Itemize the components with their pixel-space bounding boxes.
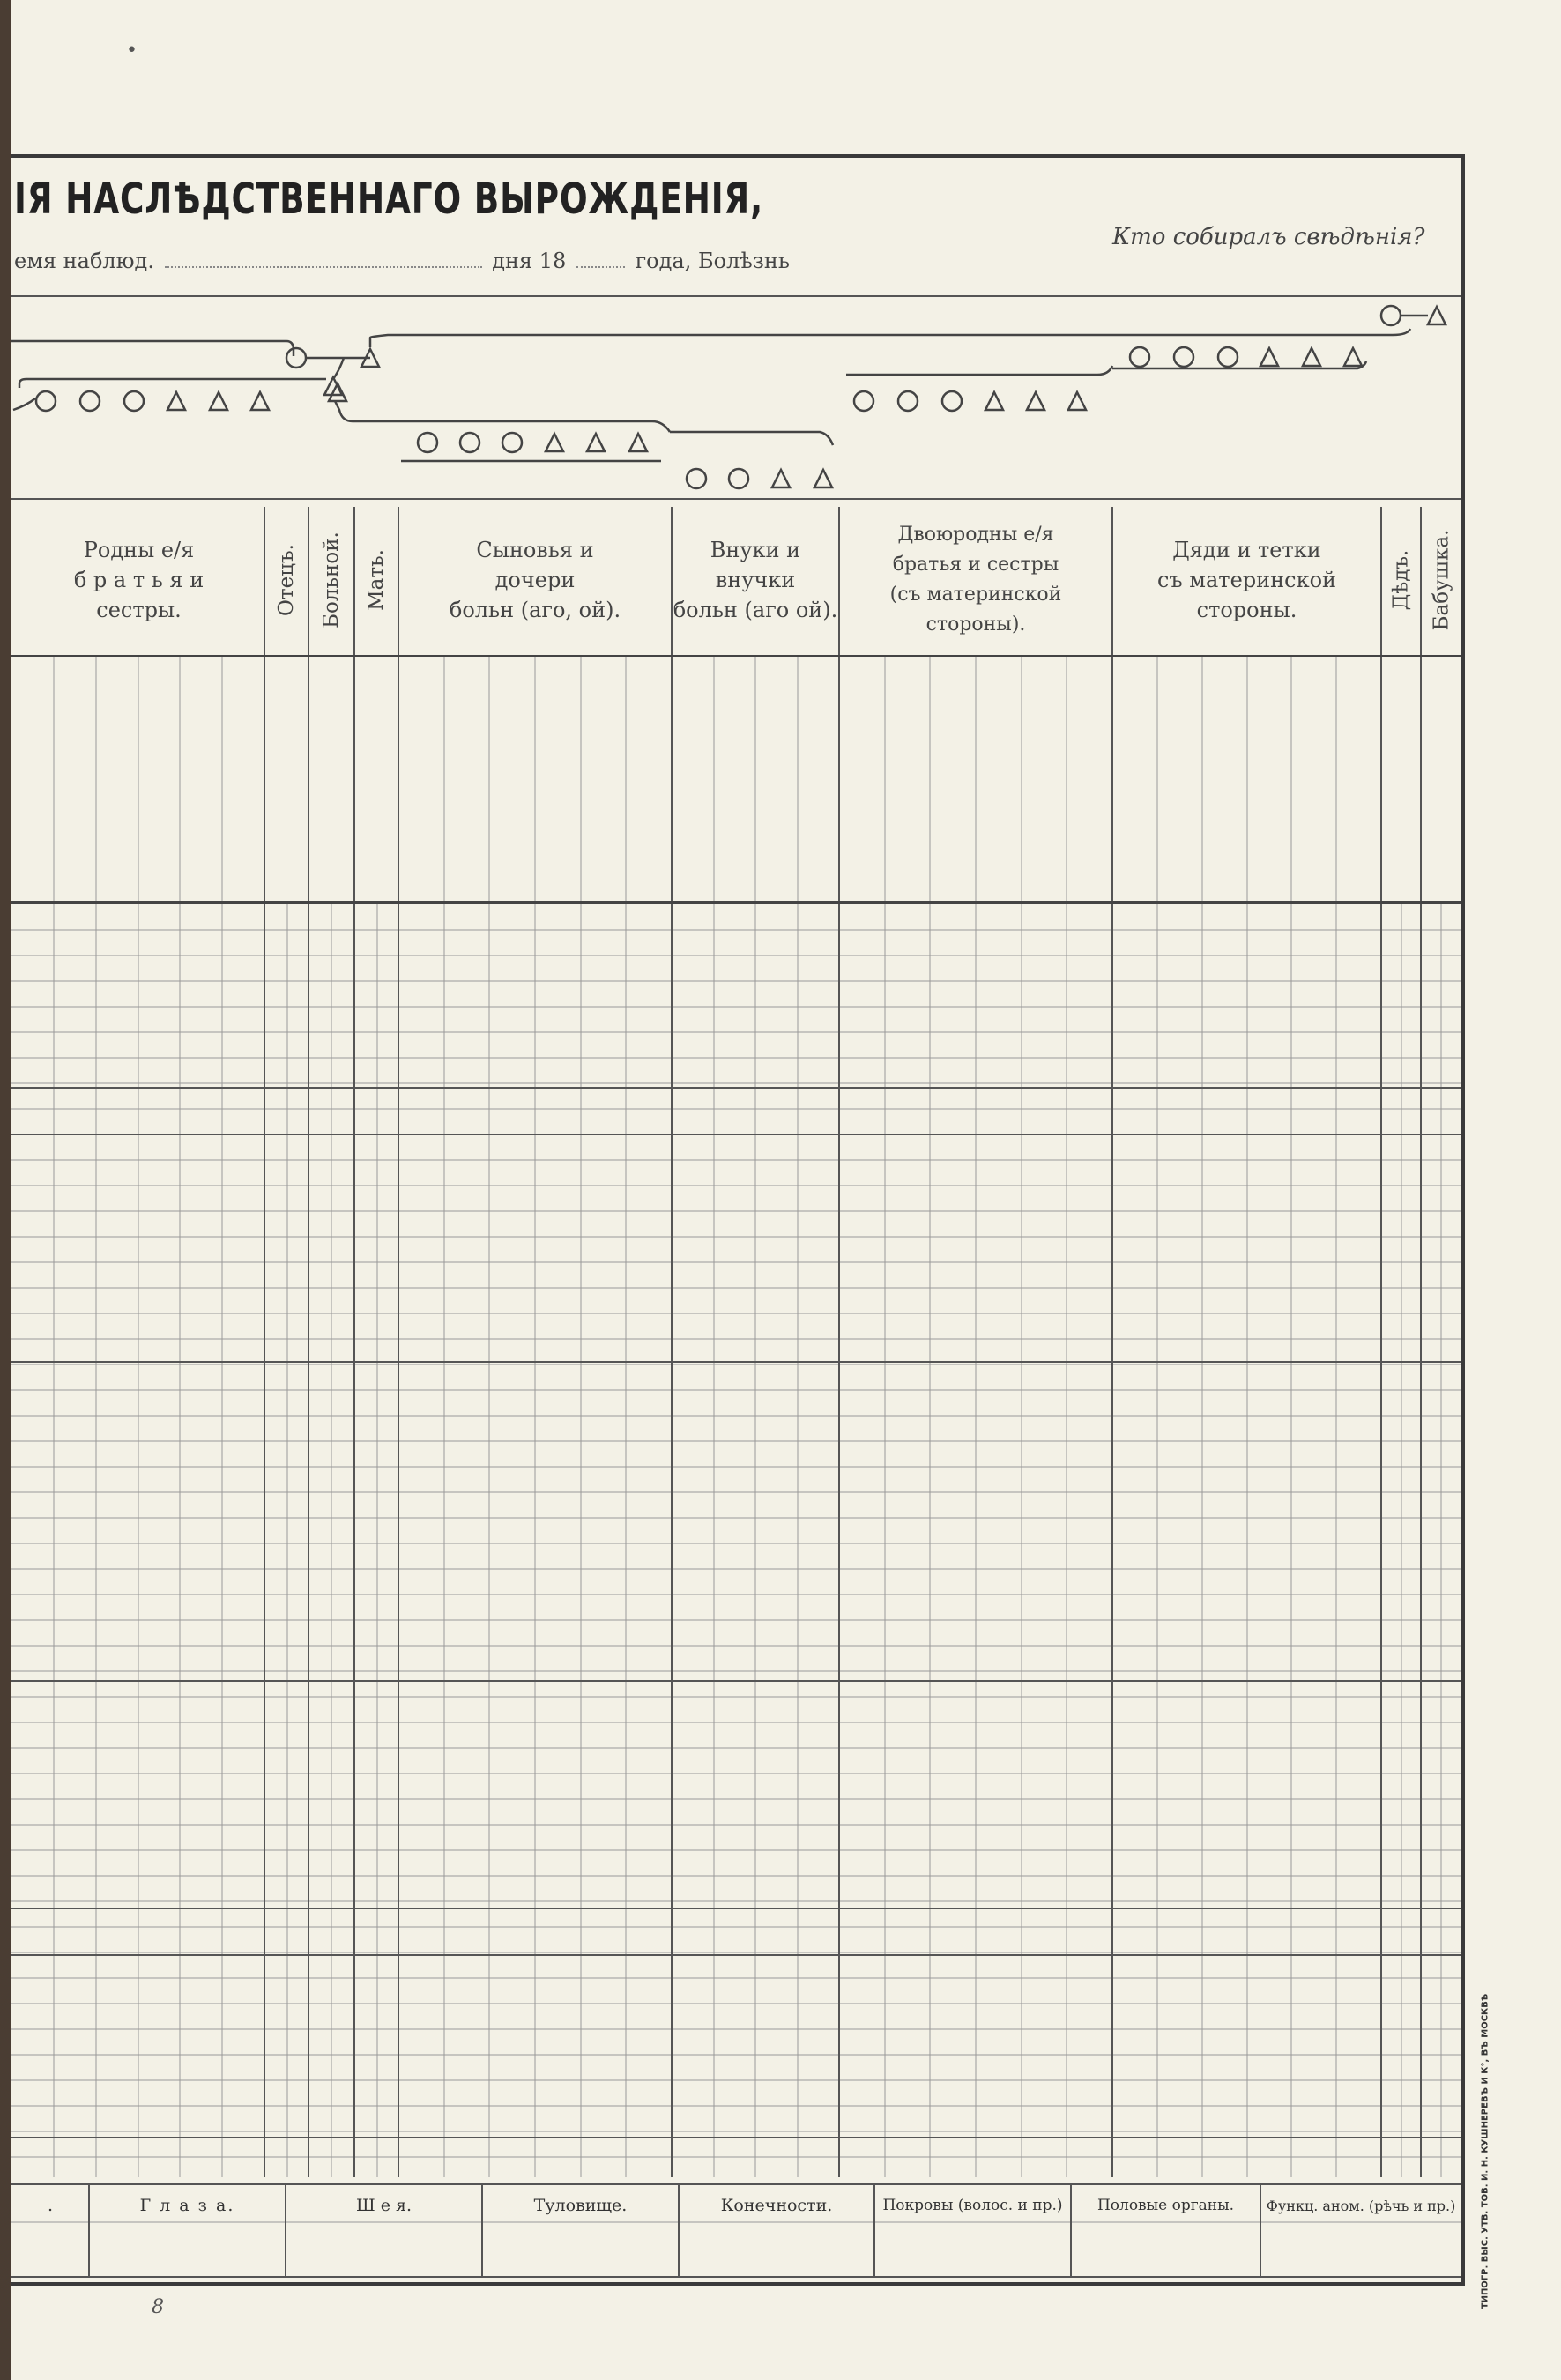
year-label: года, Болѣзнь	[635, 249, 790, 273]
footer-col-function: Функц. аном. (рѣчь и пр.)	[1266, 2197, 1456, 2214]
footer-col-torso: Туловище.	[533, 2196, 628, 2215]
col-header-patient: Больной.	[320, 531, 344, 628]
col-header-grandmother: Бабушка.	[1430, 529, 1453, 630]
footer-col-neck: Ш е я.	[355, 2196, 413, 2215]
col-header-father: Отецъ.	[275, 543, 298, 616]
section-rule	[11, 901, 1461, 904]
footer-col-0: .	[47, 2196, 54, 2215]
header-bottom-rule	[11, 655, 1461, 657]
col-header-grandfather: Дѣдъ.	[1389, 549, 1413, 610]
col-header-children: Сыновья и дочери больн (аго, ой).	[449, 537, 621, 622]
footer-col-integument: Покровы (волос. и пр.)	[882, 2197, 1063, 2214]
col-header-siblings: Родны е/я б р а т ь я и сестры.	[73, 537, 204, 622]
col-header-grandchildren: Внуки и внучки больн (аго ой).	[673, 537, 838, 622]
day-label: дня 18	[492, 249, 567, 273]
col-header-mother: Мать.	[365, 548, 389, 611]
form-title: ІЯ НАСЛѢДСТВЕННАГО ВЫРОЖДЕНІЯ,	[14, 175, 764, 224]
ink-mark: •	[126, 40, 138, 62]
col-header-cousins: Двоюродны е/я братья и сестры (съ материнской стороны).	[889, 523, 1062, 636]
footer-col-genitals: Половые органы.	[1096, 2197, 1235, 2214]
printer-imprint: ТИПОГР. ВЫС. УТВ. ТОВ. И. Н. КУШНЕРЕВЪ И К°, ВЪ МОСКВѢ	[1480, 1993, 1490, 2309]
time-label: емя наблюд.	[14, 249, 154, 273]
col-header-uncles-aunts: Дяди и тетки съ материнской стороны.	[1156, 537, 1337, 622]
footer-col-limbs: Конечности.	[720, 2196, 833, 2215]
footer-col-eyes: Г л а з а.	[139, 2196, 235, 2215]
collector-label: Кто собиралъ свѣдѣнія?	[1112, 224, 1425, 250]
page-mark: 8	[152, 2296, 164, 2318]
